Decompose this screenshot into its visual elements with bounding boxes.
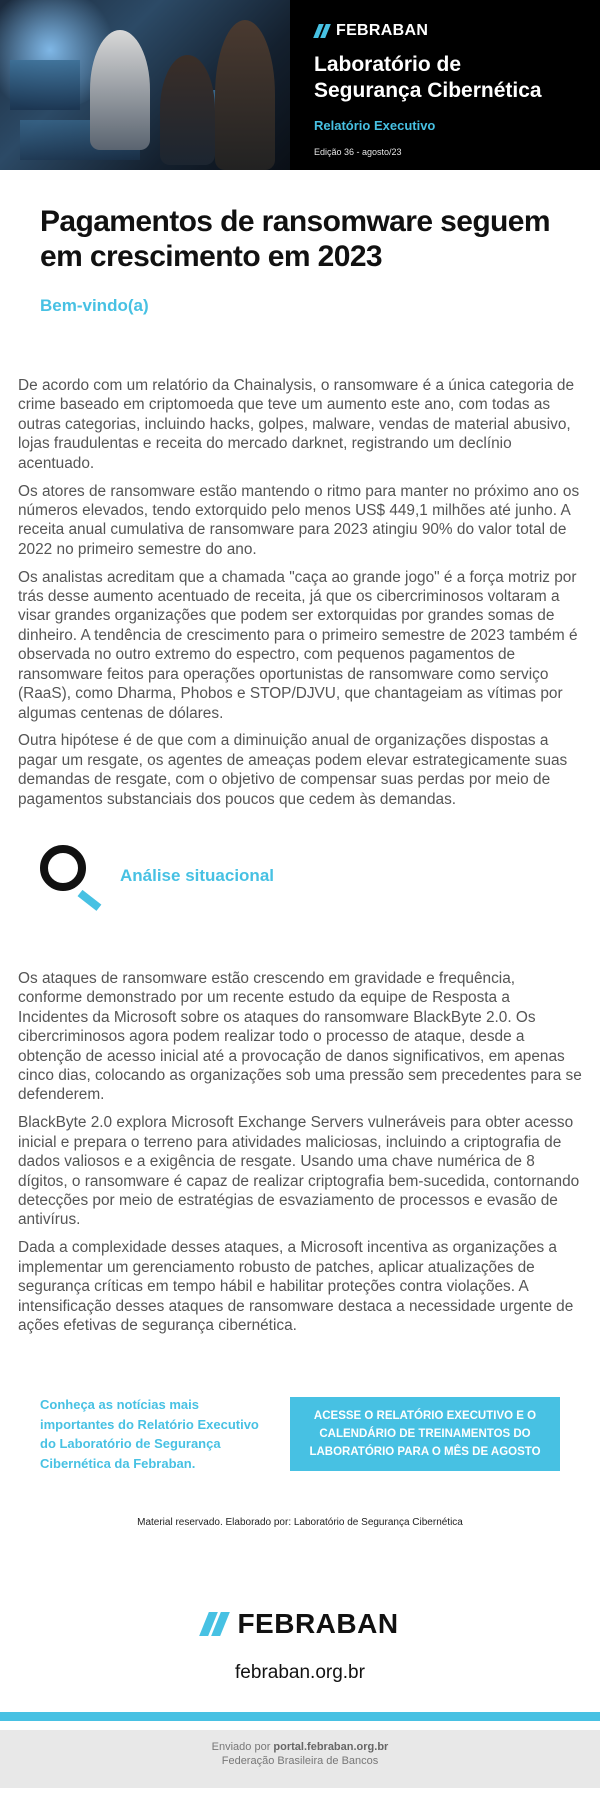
analysis-section [0, 969, 600, 1335]
paragraph: BlackByte 2.0 explora Microsoft Exchange Servers vulneráveis para obter acesso inicial e prepara o terreno para atividades maliciosas, incluindo a criptografia de dados valiosos e a exigência de resgate. Usando uma chave numérica de 8 dígitos, o ransomware é capaz de realizar criptografia bem-sucedida, contornando detecções por meio de estratégias de esvaziamento de processos e evasão de antivírus. [18, 1114, 580, 1229]
paragraph: Os analistas acreditam que a chamada "caça ao grande jogo" é a força motriz por trás desse aumento acentuado de receita, já que os cibercriminosos voltaram a visar grandes organizações que podem ser extorquidas por grandes somas de dinheiro. A tendência de crescimento para o primeiro semestre de 2023 também é observada no outro extremo do espectro, com pequenos pagamentos de ransomware feitos para operações oportunistas de ransomware como serviço (RaaS), como Dharma, Phobos e STOP/DJVU, que chantageiam as vítimas por algumas centenas de dólares. [18, 568, 578, 722]
magnifier-icon [40, 845, 106, 907]
header-brand-name: FEBRABAN [336, 22, 429, 39]
header-text [290, 0, 600, 170]
paragraph: Outra hipótese é de que com a diminuição anual de organizações dispostas a pagar um resgate, os agentes de ameaças podem elevar estrategicamente suas demandas de resgate, com o objetivo de compensar suas perdas por meio de pagamentos substanciais dos poucos que cedem às demandas. [18, 732, 568, 808]
sent-by-prefix: Enviado por [211, 1741, 274, 1754]
cta-text: Conheça as notícias mais importantes do Relatório Executivo do Laboratório de Segurança Cibernética da Febraban. [40, 1397, 259, 1471]
sender-domain-link[interactable]: portal.febraban.org.br [273, 1741, 389, 1754]
edition: Edição 36 - agosto/23 [314, 147, 402, 157]
intro-section [0, 376, 600, 809]
header-photo [0, 0, 290, 170]
header-brand [314, 22, 600, 40]
report-type: Relatório Executivo [314, 118, 436, 133]
access-report-button[interactable]: ACESSE O RELATÓRIO EXECUTIVO E O CALENDÁRIO DE TREINAMENTOS DO LABORATÓRIO PARA O MÊS DE AGOSTO [290, 1397, 560, 1471]
analysis-header [0, 845, 600, 907]
footer-logo[interactable] [0, 1608, 600, 1640]
cta-block [0, 1395, 600, 1473]
sent-by-line [0, 1740, 600, 1754]
site-link[interactable]: febraban.org.br [235, 1662, 365, 1684]
febraban-logo-icon [314, 24, 330, 38]
paragraph: Os atores de ransomware estão mantendo o ritmo para manter no próximo ano os números elevados, tendo extorquido pelo menos US$ 449,1 milhões até junho. A receita anual cumulativa de ransomware para 2023 atingiu 90% do valor total de 2022 no primeiro semestre do ano. [18, 482, 580, 558]
febraban-logo-icon [201, 1612, 227, 1636]
welcome-text: Bem-vindo(a) [40, 296, 149, 315]
footer-brand-name: FEBRABAN [237, 1608, 399, 1640]
analysis-title: Análise situacional [120, 866, 274, 886]
paragraph: Dada a complexidade desses ataques, a Microsoft incentiva as organizações a implementar um gerenciamento robusto de patches, aplicar atualizações de segurança críticas em tempo hábil e habilitar proteções contra violações. A intensificação desses ataques de ransomware destaca a necessidade urgente de ações efetivas de segurança cibernética. [18, 1239, 574, 1334]
paragraph: Os ataques de ransomware estão crescendo em gravidade e frequência, conforme demonstrado por um recente estudo da equipe de Resposta a Incidentes da Microsoft sobre os ataques do ransomware BlackByte 2.0. Os cibercriminosos agora podem realizar todo o processo de ataque, desde a obtenção de acesso inicial até a provocação de danos significativos, em apenas cinco dias, colocando as organizações sob uma pressão sem precedentes para se defenderem. [18, 970, 582, 1104]
header-banner [0, 0, 600, 170]
page-title: Pagamentos de ransomware seguem em crescimento em 2023 [40, 205, 550, 273]
paragraph: De acordo com um relatório da Chainalysis, o ransomware é a única categoria de crime baseado em criptomoeda que teve um aumento este ano, com todas as outras categorias, incluindo hacks, golpes, malware, vendas de material abusivo, lojas fraudulentas e receita do mercado darknet, registrando um declínio acentuado. [18, 377, 575, 472]
org-name: Federação Brasileira de Bancos [221, 1755, 379, 1768]
sender-footer [0, 1730, 600, 1788]
footer-divider [0, 1712, 600, 1721]
reserved-notice: Material reservado. Elaborado por: Laboratório de Segurança Cibernética [137, 1517, 463, 1529]
lab-title: Laboratório de Segurança Cibernética [314, 53, 542, 102]
title-block [0, 170, 600, 316]
